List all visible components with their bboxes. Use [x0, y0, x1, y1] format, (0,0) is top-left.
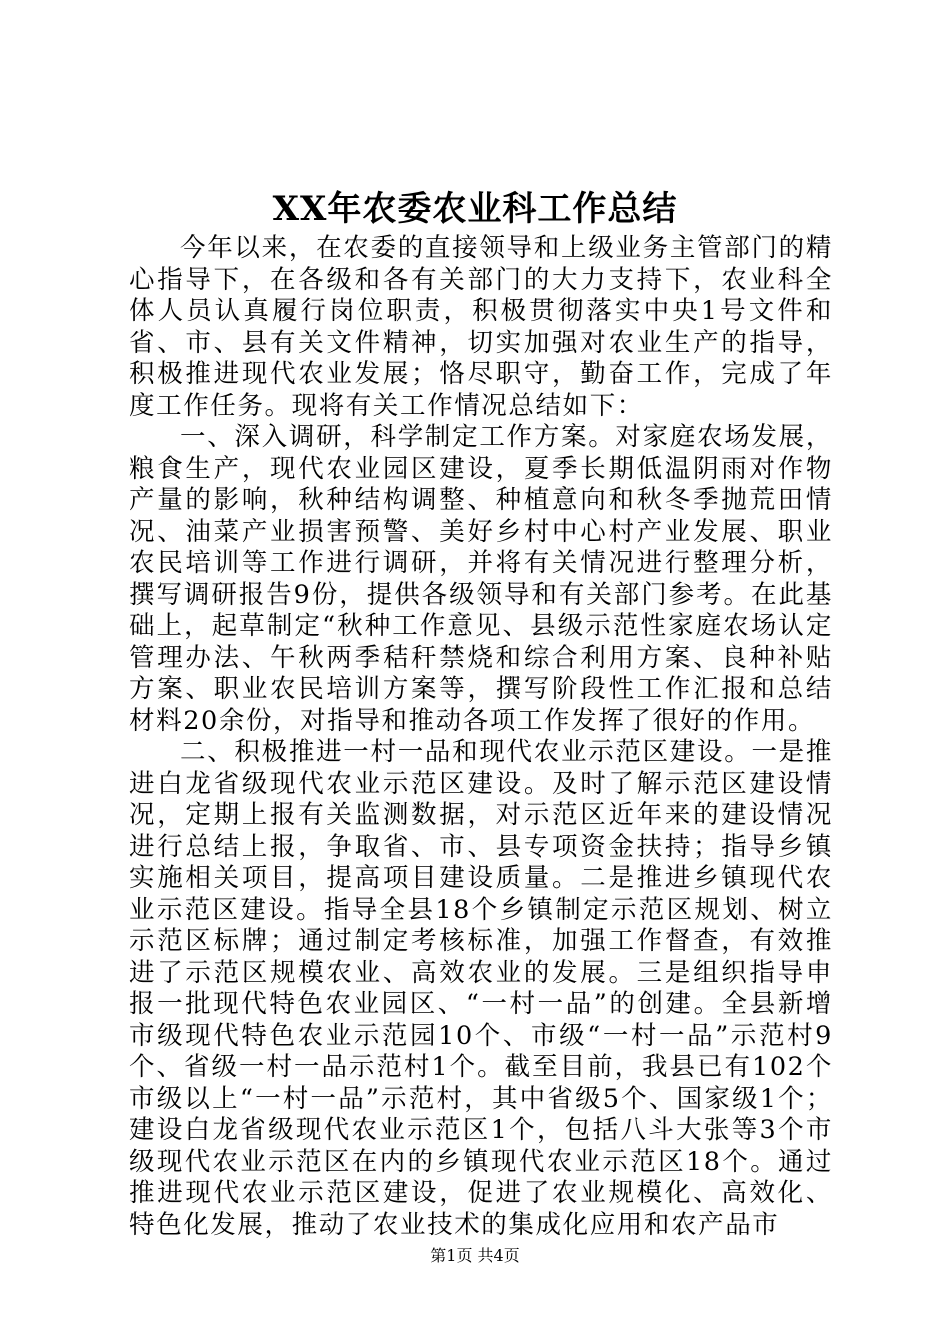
intro-paragraph: 今年以来，在农委的直接领导和上级业务主管部门的精心指导下，在各级和各有关部门的大力支持下，农业科全体人员认真履行岗位职责，积极贯彻落实中央1号文件和省、市、县有关文件精神，切实加强对农业生产的指导，积极推进现代农业发展；恪尽职守，勤奋工作，完成了年度工作任务。现将有关工作情况总结如下：	[129, 233, 833, 421]
section-1-paragraph: 一、深入调研，科学制定工作方案。对家庭农场发展，粮食生产，现代农业园区建设，夏季长期低温阴雨对作物产量的影响，秋种结构调整、种植意向和秋冬季抛荒田情况、油菜产业损害预警、美好乡村中心村产业发展、职业农民培训等工作进行调研，并将有关情况进行整理分析，撰写调研报告9份，提供各级领导和有关部门参考。在此基础上，起草制定“秋种工作意见、县级示范性家庭农场认定管理办法、午秋两季秸秆禁烧和综合利用方案、良种补贴方案、职业农民培训方案等，撰写阶段性工作汇报和总结材料20余份，对指导和推动各项工作发挥了很好的作用。	[129, 422, 833, 736]
document-title: XX年农委农业科工作总结	[272, 189, 678, 229]
page-footer: 第1页 共4页	[430, 1246, 520, 1265]
section-2-paragraph: 二、积极推进一村一品和现代农业示范区建设。一是推进白龙省级现代农业示范区建设。及时了解示范区建设情况，定期上报有关监测数据，对示范区近年来的建设情况进行总结上报，争取省、市、县专项资金扶持；指导乡镇实施相关项目，提高项目建设质量。二是推进乡镇现代农业示范区建设。指导全县18个乡镇制定示范区规划、树立示范区标牌；通过制定考核标准，加强工作督查，有效推进了示范区规模农业、高效农业的发展。三是组织指导申报一批现代特色农业园区、“一村一品”的创建。全县新增市级现代特色农业示范园10个、市级“一村一品”示范村9个、省级一村一品示范村1个。截至目前，我县已有102个市级以上“一村一品”示范村，其中省级5个、国家级1个；建设白龙省级现代农业示范区1个，包括八斗大张等3个市级现代农业示范区在内的乡镇现代农业示范区18个。通过推进现代农业示范区建设，促进了农业规模化、高效化、特色化发展，推动了农业技术的集成化应用和农产品市	[129, 737, 833, 1240]
document-body	[129, 233, 833, 1241]
